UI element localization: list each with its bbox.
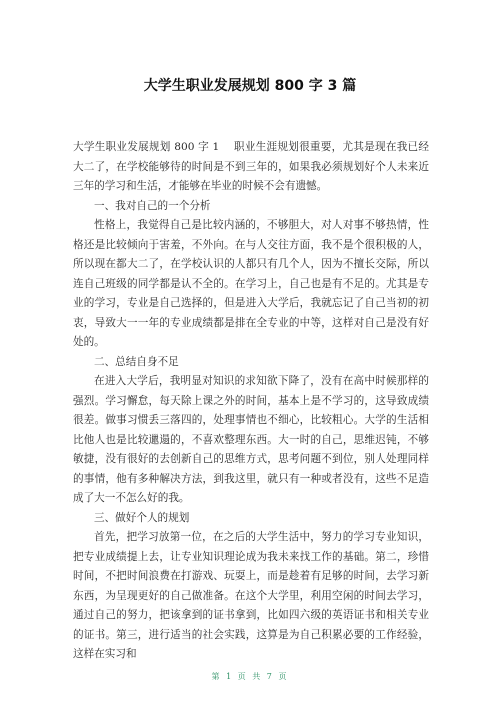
document-body <box>73 138 429 665</box>
section-heading-planning: 三、做好个人的规划 <box>94 511 190 524</box>
self-analysis-paragraph: 性格上，我觉得自己是比较内涵的，不够胆大，对人对事不够热情，性格还是比较倾向于害羞，不外向。在与人交往方面，我不是个很积极的人，所以现在都大二了，在学校认识的人都只有几个人，因为不擅长交际，所以连自己班级的同学都是认不全的。在学习上，自己也是有不足的。尤其是专业的学习，专业是自己选择的，但是进入大学后，我就忘记了自己当初的初衷，导致大一一年的专业成绩都是排在全专业的中等，这样对自己是没有好处的。 <box>73 219 429 348</box>
document-title: 大学生职业发展规划 800 字 3 篇 <box>143 78 357 94</box>
section-heading-shortcomings: 二、总结自身不足 <box>94 355 179 368</box>
intro-paragraph: 大学生职业发展规划 800 字 1 职业生涯规划很重要，尤其是现在我已经大二了，在学校能够待的时间是不到三年的，如果我必须规划好个人未来近三年的学习和生活，才能够在毕业的时候不会有遗憾。 <box>73 141 429 192</box>
section-heading-self-analysis: 一、我对自己的一个分析 <box>94 199 211 212</box>
shortcomings-paragraph: 在进入大学后，我明显对知识的求知欲下降了，没有在高中时候那样的强烈。学习懈怠，每天除上课之外的时间，基本上是不学习的，这导致成绩很差。做事习惯丢三落四的，处理事情也不细心，比较粗心。大学的生活相比他人也是比较邋遢的，不喜欢整理东西。大一时的自己，思维迟钝，不够敏捷，没有很好的去创新自己的思维方式，思考问题不到位，别人处理同样的事情，他有多种解决方法，到我这里，就只有一种或者没有，这些不足造成了大一不怎么好的我。 <box>73 375 429 504</box>
planning-paragraph: 首先，把学习放第一位，在之后的大学生活中，努力的学习专业知识，把专业成绩提上去，让专业知识理论成为我未来找工作的基础。第二，珍惜时间，不把时间浪费在打游戏、玩耍上，而是趁着有足够的时间，去学习新东西，为呈现更好的自己做准备。在这个大学里，利用空闲的时间去学习，通过自己的努力，把该拿到的证书拿到，比如四六级的英语证书和相关专业的证书。第三，进行适当的社会实践，这算是为自己积累必要的工作经验，这样在实习和 <box>73 531 429 660</box>
page-number-footer: 第 1 页 共 7 页 <box>211 672 289 681</box>
